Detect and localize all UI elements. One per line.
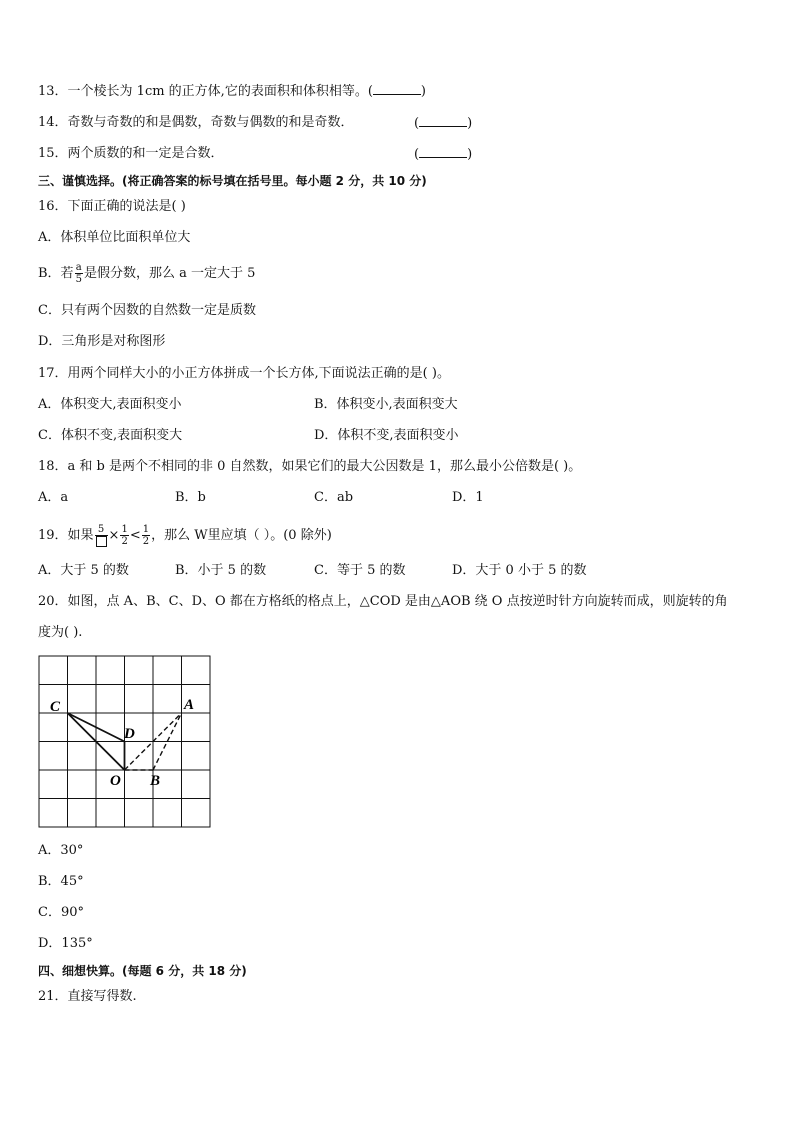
question-18-option-b[interactable]: B．b	[175, 490, 206, 505]
question-17-option-c[interactable]: C．体积不变,表面积变大	[38, 428, 183, 443]
question-16-option-b[interactable]: B．若 $\frac{a}{5}$ 是假分数，那么 a 一定大于 5	[38, 262, 256, 285]
fraction-1-over-2: $\frac{1}{2}$	[121, 524, 128, 547]
question-19-option-b[interactable]: B．小于 5 的数	[175, 563, 267, 578]
box-placeholder	[96, 536, 107, 547]
question-13-text: 13．一个棱长为 1cm 的正方体,它的表面积和体积相等。(	[38, 84, 373, 99]
question-19-option-c[interactable]: C．等于 5 的数	[314, 563, 406, 578]
question-15-answer: ( )	[414, 147, 473, 162]
point-d-label: D	[124, 726, 135, 742]
section-4-heading: 四、细想快算。(每题 6 分，共 18 分)	[38, 964, 247, 978]
question-16-stem: 16．下面正确的说法是( )	[38, 199, 186, 214]
question-21-stem: 21．直接写得数.	[38, 989, 137, 1004]
question-18-stem: 18．a 和 b 是两个不相同的非 0 自然数，如果它们的最大公因数是 1，那么最小公倍数是( )。	[38, 459, 582, 474]
question-20-stem-line-2: 度为( ).	[38, 625, 83, 640]
question-18-option-c[interactable]: C．ab	[314, 490, 354, 505]
question-14-text: 14．奇数与奇数的和是偶数，奇数与偶数的和是奇数．	[38, 115, 354, 130]
question-20-option-b[interactable]: B．45°	[38, 874, 84, 889]
point-a-label: A	[184, 697, 195, 713]
fraction-1-over-2-rhs: $\frac{1}{2}$	[142, 524, 150, 547]
fraction-a-over-5: $\frac{a}{5}$	[75, 262, 82, 285]
point-c-label: C	[50, 699, 61, 715]
question-20-stem-line-1: 20．如图，点 A、B、C、D、O 都在方格纸的格点上，△COD 是由△AOB 绕 O 点按逆时针方向旋转而成，则旋转的角	[38, 594, 728, 609]
section-3-heading: 三、谨慎选择。(将正确答案的标号填在括号里。每小题 2 分，共 10 分)	[38, 174, 427, 188]
question-15-text: 15．两个质数的和一定是合数．	[38, 146, 224, 161]
question-17-option-b[interactable]: B．体积变小,表面积变大	[314, 397, 458, 412]
question-17-option-d[interactable]: D．体积不变,表面积变小	[314, 428, 459, 443]
question-17-option-a[interactable]: A．体积变大,表面积变小	[38, 397, 182, 412]
question-20-option-c[interactable]: C．90°	[38, 905, 84, 920]
question-16-option-d[interactable]: D．三角形是对称图形	[38, 334, 166, 349]
answer-blank[interactable]	[419, 114, 467, 127]
answer-blank[interactable]	[419, 145, 467, 158]
question-13: 13．一个棱长为 1cm 的正方体,它的表面积和体积相等。( )	[38, 84, 426, 99]
question-17-stem: 17．用两个同样大小的小正方体拼成一个长方体,下面说法正确的是( )。	[38, 366, 450, 381]
question-18-option-d[interactable]: D．1	[452, 490, 484, 505]
question-19-stem: 19．如果 5 × $\frac{1}{2}$ < $\frac{1}{2}$ ，那么 W里应填（ ）。(0 除外)	[38, 524, 332, 547]
question-19-option-d[interactable]: D．大于 0 小于 5 的数	[452, 563, 587, 578]
point-o-label: O	[110, 773, 121, 789]
question-18-option-a[interactable]: A．a	[38, 490, 69, 505]
question-16-option-c[interactable]: C．只有两个因数的自然数一定是质数	[38, 303, 256, 318]
question-16-option-a[interactable]: A．体积单位比面积单位大	[38, 230, 191, 245]
answer-blank[interactable]	[373, 82, 421, 95]
point-b-label: B	[150, 773, 161, 789]
question-19-option-a[interactable]: A．大于 5 的数	[38, 563, 129, 578]
rotation-grid-figure	[38, 655, 212, 829]
question-20-option-d[interactable]: D．135°	[38, 936, 93, 951]
question-20-option-a[interactable]: A．30°	[38, 843, 84, 858]
fraction-5-over-box: 5	[95, 524, 108, 547]
question-14-answer: ( )	[414, 116, 473, 131]
question-14	[38, 114, 354, 132]
question-15	[38, 145, 224, 163]
